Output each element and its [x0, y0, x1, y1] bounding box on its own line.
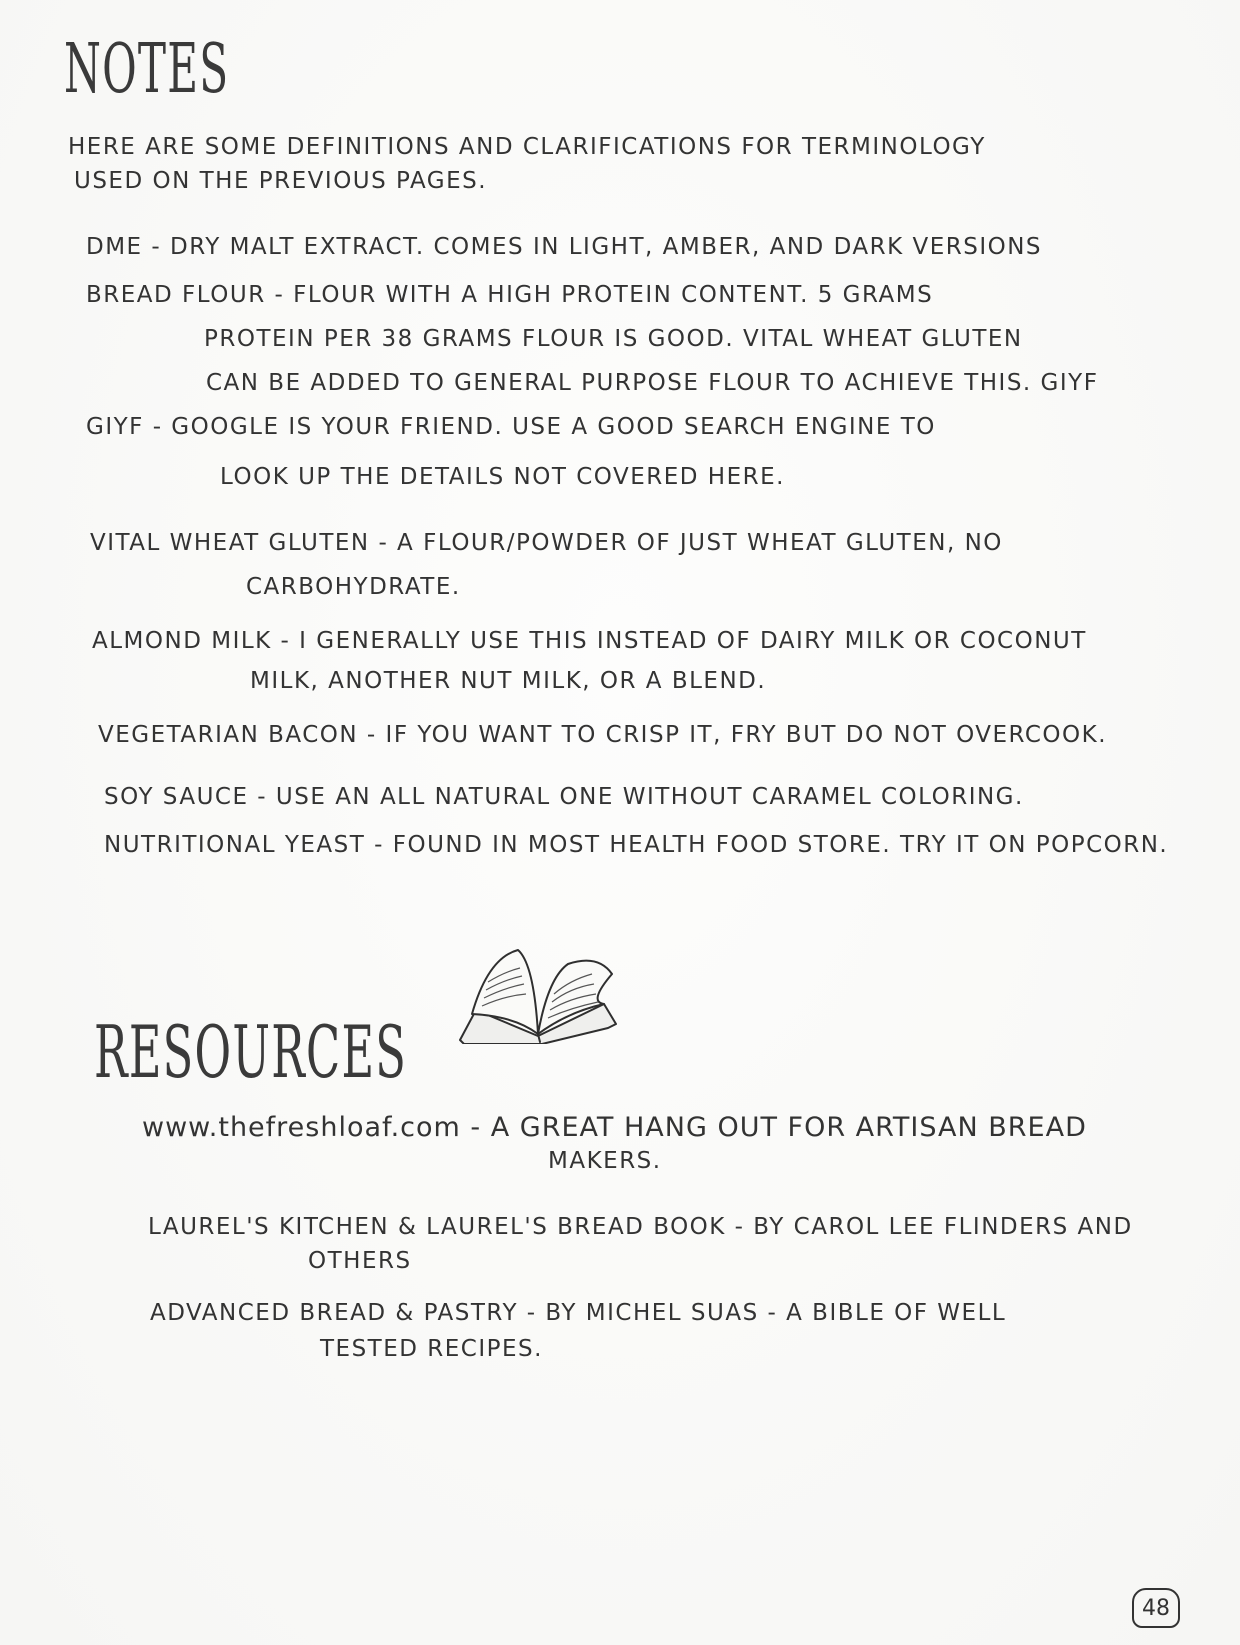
- notes-intro-line-2: USED ON THE PREVIOUS PAGES.: [74, 168, 488, 194]
- definition-soy-sauce: SOY SAUCE - USE AN ALL NATURAL ONE WITHOUT CARAMEL COLORING.: [104, 784, 1024, 810]
- open-book-icon: [458, 944, 620, 1044]
- resource-advanced-bread: ADVANCED BREAD & PASTRY - BY MICHEL SUAS - A BIBLE OF WELL: [150, 1300, 1007, 1326]
- definition-giyf-cont: LOOK UP THE DETAILS NOT COVERED HERE.: [220, 464, 785, 490]
- resource-advanced-bread-cont: TESTED RECIPES.: [320, 1336, 543, 1362]
- definition-vital-wheat-gluten: VITAL WHEAT GLUTEN - A FLOUR/POWDER OF JUST WHEAT GLUTEN, NO: [90, 530, 1003, 556]
- definition-bread-flour: BREAD FLOUR - FLOUR WITH A HIGH PROTEIN CONTENT. 5 GRAMS: [86, 282, 934, 308]
- definition-vegetarian-bacon: VEGETARIAN BACON - IF YOU WANT TO CRISP IT, FRY BUT DO NOT OVERCOOK.: [98, 722, 1108, 748]
- definition-bread-flour-cont-2: CAN BE ADDED TO GENERAL PURPOSE FLOUR TO ACHIEVE THIS. GIYF: [206, 370, 1099, 396]
- resource-fresh-loaf-cont: MAKERS.: [548, 1148, 662, 1174]
- definition-almond-milk: ALMOND MILK - I GENERALLY USE THIS INSTEAD OF DAIRY MILK OR COCONUT: [92, 628, 1087, 654]
- resource-laurels-kitchen: LAUREL'S KITCHEN & LAUREL'S BREAD BOOK - BY CAROL LEE FLINDERS AND: [148, 1214, 1133, 1240]
- notes-intro-line-1: HERE ARE SOME DEFINITIONS AND CLARIFICATIONS FOR TERMINOLOGY: [68, 134, 986, 160]
- resource-laurels-kitchen-cont: OTHERS: [308, 1248, 412, 1274]
- resource-fresh-loaf: www.thefreshloaf.com - A GREAT HANG OUT FOR ARTISAN BREAD: [142, 1112, 1087, 1143]
- definition-dme: DME - DRY MALT EXTRACT. COMES IN LIGHT, AMBER, AND DARK VERSIONS: [86, 234, 1043, 260]
- definition-giyf: GIYF - GOOGLE IS YOUR FRIEND. USE A GOOD SEARCH ENGINE TO: [86, 414, 936, 440]
- page-number: 48: [1132, 1588, 1180, 1628]
- notes-title: NOTES: [64, 30, 230, 109]
- definition-bread-flour-cont-1: PROTEIN PER 38 GRAMS FLOUR IS GOOD. VITAL WHEAT GLUTEN: [204, 326, 1023, 352]
- definition-vital-wheat-gluten-cont: CARBOHYDRATE.: [246, 574, 461, 600]
- definition-almond-milk-cont: MILK, ANOTHER NUT MILK, OR A BLEND.: [250, 668, 767, 694]
- resources-title: RESOURCES: [94, 1010, 408, 1094]
- definition-nutritional-yeast: NUTRITIONAL YEAST - FOUND IN MOST HEALTH FOOD STORE. TRY IT ON POPCORN.: [104, 832, 1169, 858]
